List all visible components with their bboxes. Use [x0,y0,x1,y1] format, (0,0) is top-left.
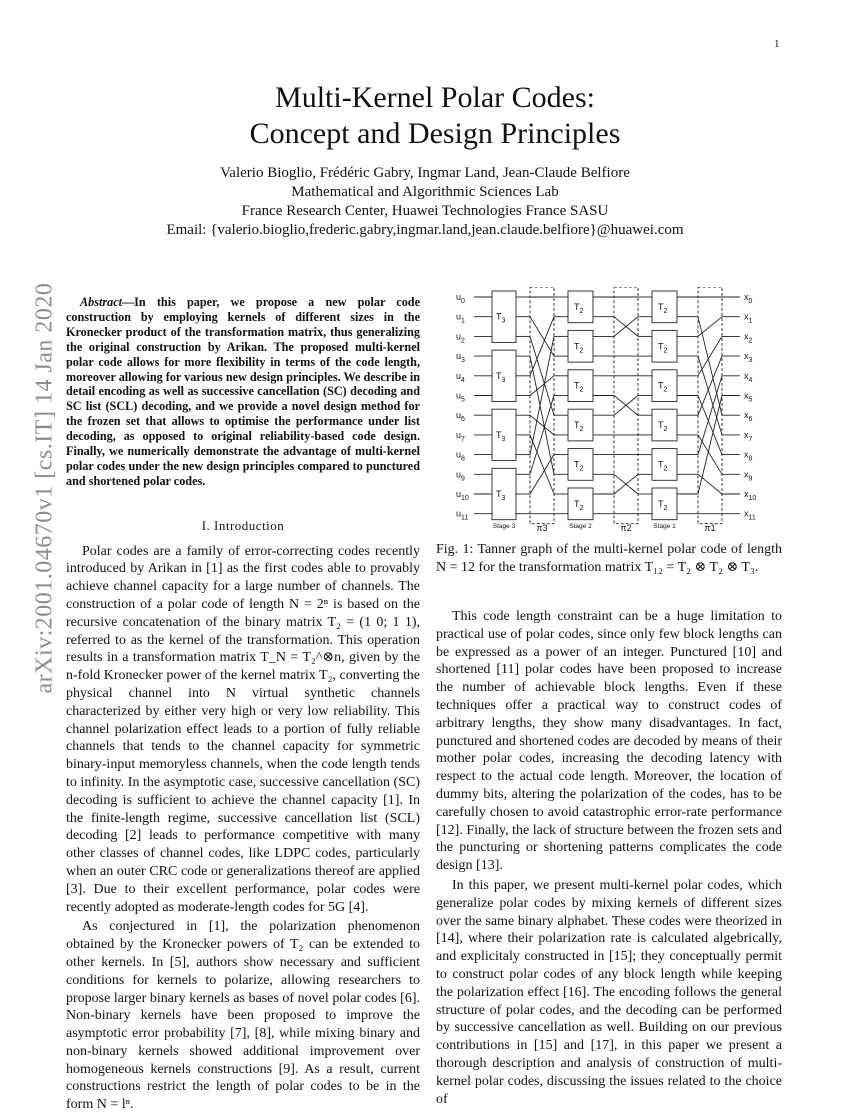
perm-pi1-3 [698,356,722,435]
t2-label-s1-0: $T_2$ [658,301,668,315]
input-label-u9: $u_9$ [456,469,465,483]
intro-paragraph-2: As conjectured in [1], the polarization phenomenon obtained by the Kronecker powers of T₂ can be extended to other kernels. In [5], authors show necessary and sufficient conditions for kernels to polarize, allowing researchers to propose larger binary kernels as bases of novel polar codes [6]. Non-binary kernels have been proposed to improve the asymptotic error probability [7], [8], while mixing binary and non-binary kernels showed additional improvement over homogeneous kernels constructions [9]. As a result, current constructions restrict the length of polar codes to be in the form N = lⁿ. [66,919,420,1113]
stage-label-1: Stage 1 [653,523,676,530]
perm-pi3-4 [530,317,554,376]
t2-kernel-box-s2-4 [568,449,593,481]
input-label-u2: $u_2$ [456,331,465,345]
figure-caption: Fig. 1: Tanner graph of the multi-kernel polar code of length N = 12 for the transformation matrix T₁₂ = T₂ ⊗ T₂ ⊗ T₃. [436,542,782,575]
output-label-x11: $x_{11}$ [744,508,756,522]
title-line-1: Multi-Kernel Polar Codes: [275,81,595,114]
input-label-u1: $u_1$ [456,311,465,325]
t2-label-s2-2: $T_2$ [574,380,584,394]
t2-kernel-box-s1-5 [652,488,677,520]
paper-title [0,80,850,152]
t2-label-s2-3: $T_2$ [574,420,584,434]
t2-kernel-box-s2-5 [568,488,593,520]
t2-kernel-box-s1-0 [652,291,677,323]
output-label-x9: $x_9$ [744,469,753,483]
perm-pi1-7 [698,435,722,474]
input-label-u0: $u_0$ [456,292,465,305]
input-label-u7: $u_7$ [456,429,465,443]
t2-label-s2-5: $T_2$ [574,498,584,512]
t2-kernel-box-s2-2 [568,370,593,402]
t3-label-0: $T_3$ [496,311,506,325]
input-label-u11: $u_{11}$ [456,508,469,522]
output-label-x5: $x_5$ [744,390,753,404]
input-label-u10: $u_{10}$ [456,489,469,502]
t3-label-3: $T_3$ [496,489,506,502]
t2-label-s1-1: $T_2$ [658,341,668,355]
input-label-u8: $u_8$ [456,449,465,463]
perm-pi3-10 [530,455,554,494]
output-label-x1: $x_1$ [744,311,753,325]
perm-pi3-8 [530,336,554,454]
arxiv-stamp: arXiv:2001.04670v1 [cs.IT] 14 Jan 2020 [31,282,58,694]
section-heading: I. Introduction [201,517,285,533]
authors: Valerio Bioglio, Frédéric Gabry, Ingmar Land, Jean-Claude Belfiore [220,165,630,181]
input-label-u3: $u_3$ [456,351,465,365]
perm-pi3-3 [530,356,554,474]
output-label-x4: $x_4$ [744,370,753,384]
input-label-u4: $u_4$ [456,370,465,384]
pi-label-2: π2 [620,523,632,533]
t2-kernel-box-s1-2 [652,370,677,402]
t2-kernel-box-s1-3 [652,409,677,441]
t2-kernel-box-s2-0 [568,291,593,323]
input-label-u5: $u_5$ [456,390,465,404]
t2-label-s2-1: $T_2$ [574,341,584,355]
t2-kernel-box-s2-1 [568,330,593,362]
right-column [436,608,782,1110]
stage-label-3: Stage 3 [492,523,516,530]
output-label-x0: $x_0$ [744,292,753,305]
perm-pi1-4 [698,336,722,375]
t2-label-s2-4: $T_2$ [574,459,584,473]
t3-label-1: $T_3$ [496,370,506,384]
t2-label-s1-3: $T_2$ [658,420,668,434]
perm-pi3-1 [530,317,554,356]
pi-label-3: π3 [536,523,548,533]
output-label-x3: $x_3$ [744,351,753,365]
affiliation-lab: Mathematical and Algorithmic Sciences Lab [291,184,559,200]
output-label-x8: $x_8$ [744,449,753,463]
output-label-x10: $x_{10}$ [744,489,757,502]
author-email: Email: {valerio.bioglio,frederic.gabry,ingmar.land,jean.claude.belfiore}@huawei.com [166,222,684,238]
perm-pi3-7 [530,435,554,494]
t2-label-s1-5: $T_2$ [658,498,668,512]
perm-pi1-2 [698,317,722,337]
abstract-text: —In this paper, we propose a new polar code construction by employing kernels of different sizes in the Kronecker product of the transformation matrix, thus generalizing the original construction by Arikan. The proposed multi-kernel polar code allows for more flexibility in terms of the code length, moreover allowing for various new design principles. We describe in detail encoding as well as successive cancellation (SC) decoding and SC list (SCL) decoding, and we provide a novel design method for the frozen set that allows to optimise the performance under list decoding, as opposed to original reliability-based code design. Finally, we numerically demonstrate the advantage of multi-kernel polar codes under the new design principles compared to punctured and shortened polar codes. [66,295,420,488]
perm-pi3-6 [530,415,554,435]
output-label-x6: $x_6$ [744,410,753,424]
right-paragraph-1: This code length constraint can be a huge limitation to practical use of polar codes, since only few block lengths can be expressed as a power of an integer. Punctured [10] and shortened [11] polar codes have been proposed to increase the number of achievable block lengths. Even if these techniques offer a practical way to construct codes of arbitrary lengths, they show many disadvantages. In fact, punctured and shortened codes are decoded by means of their mother polar codes, increasing the decoding latency with respect to the actual code length. Moreover, the location of dummy bits, altering the polarization of the codes, has to be carefully chosen to avoid catastrophic error-rate performance [12]. Finally, the lack of structure between the frozen sets and the puncturing or shortening patterns complicates the code design [13]. [436,609,782,874]
t2-label-s1-2: $T_2$ [658,380,668,394]
t2-label-s2-0: $T_2$ [574,301,584,315]
output-label-x7: $x_7$ [744,429,753,443]
stage-label-2: Stage 2 [569,523,592,530]
t2-kernel-box-s2-3 [568,409,593,441]
pi-label-1: π1 [704,523,716,533]
page-number: 1 [774,38,780,50]
right-paragraph-2: In this paper, we present multi-kernel polar codes, which generalize polar codes by mixing kernels of different sizes over the same binary alphabet. These codes were theorized in [14], where their polarization rate is calculated algebrically, and explicitaly constructed in [15]; they conceptually permit to construct polar codes of any block length while keeping the polarization effect [16]. The encoding follows the general structure of polar codes, and the decoding can be performed by successive cancellation as well. Building on our previous contributions in [15] and [17], in this paper we present a thorough description and analysis of construction of multi-kernel polar codes, discussing the issues related to the choice of [436,877,782,1107]
t2-label-s1-4: $T_2$ [658,459,668,473]
t3-label-2: $T_3$ [496,429,506,443]
t2-kernel-box-s1-1 [652,330,677,362]
perm-pi1-9 [698,474,722,494]
abstract [66,295,420,489]
intro-paragraph-1: Polar codes are a family of error-correcting codes recently introduced by Arikan in [1] as the first codes able to provably achieve channel capacity for a large number of channels. The construction of a polar code of length N = 2ⁿ is based on the recursive concatenation of the binary matrix T₂ = (1 0; 1 1), referred to as the kernel of the transformation. This operation results in a transformation matrix T_N = T₂^⊗n, given by the n-fold Kronecker power of the kernel matrix T₂, converting the physical channel into N virtual synthetic channels characterized by either very high or very low reliability. This channel polarization effect leads to a portion of fully reliable channels that tends to the channel capacity for symmetric binary-input memoryless channels, when the code length tends to infinity. In the asymptotic case, successive cancellation (SC) decoding is sufficient to achieve the channel capacity [1]. In the finite-length regime, successive cancellation list (SCL) decoding [2] leads to performance competitive with many other classes of channel codes, like LDPC codes, particularly when an outer CRC code or generalizations thereof are applied [3]. Due to their excellent performance, polar codes were recently adopted as moderate-length codes for 5G [4]. [66,543,420,915]
output-label-x2: $x_2$ [744,331,753,345]
tanner-graph-figure [452,287,772,535]
affiliation-center: France Research Center, Huawei Technologies France SASU [241,203,609,219]
perm-pi1-8 [698,376,722,455]
title-line-2: Concept and Design Principles [249,117,621,150]
t2-kernel-box-s1-4 [652,449,677,481]
input-label-u6: $u_6$ [456,410,465,424]
left-column [66,295,420,1116]
perm-pi3-5 [530,376,554,396]
abstract-label: Abstract [80,295,122,309]
